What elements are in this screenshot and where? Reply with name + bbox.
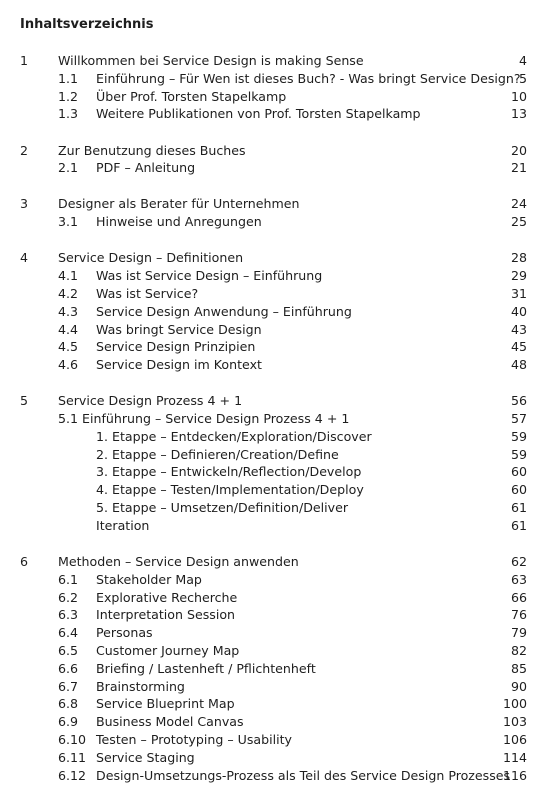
section-number: 6.4 [58, 625, 79, 641]
page-number: 60 [510, 482, 527, 498]
page-number: 43 [510, 321, 527, 337]
section-entry[interactable] [0, 285, 551, 303]
chapter-entry[interactable] [0, 195, 551, 213]
section-title: Interpretation Session [96, 607, 236, 623]
page-number: 85 [510, 660, 527, 676]
subsection-title: 3. Etappe – Entwickeln/Reflection/Develop [96, 464, 362, 480]
section-title: Service Design Anwendung – Einführung [96, 303, 352, 319]
page-number: 45 [510, 339, 527, 355]
subsection-title: 2. Etappe – Definieren/Creation/Define [96, 446, 339, 462]
page-number: 103 [502, 714, 527, 730]
section-title: Design-Umsetzungs-Prozess als Teil des Service Design Prozesses [96, 767, 511, 783]
subsection-entry[interactable] [0, 499, 551, 517]
page-number: 48 [510, 357, 527, 373]
page-number: 13 [510, 106, 527, 122]
subsection-entry[interactable] [0, 428, 551, 446]
section-entry[interactable] [0, 678, 551, 696]
page-number: 59 [510, 428, 527, 444]
section-title: PDF – Anleitung [96, 160, 196, 176]
page-number: 62 [510, 553, 527, 569]
section-title: Was bringt Service Design [96, 321, 262, 337]
chapter-number: 2 [20, 142, 29, 158]
section-number: 6.5 [58, 642, 79, 658]
subsection-entry[interactable] [0, 481, 551, 499]
section-number: 4.2 [58, 285, 79, 301]
section-entry[interactable] [0, 642, 551, 660]
section-number: 6.12 [58, 767, 87, 783]
chapter-title: Designer als Berater für Unternehmen [58, 196, 300, 212]
section-entry[interactable] [0, 695, 551, 713]
section-entry[interactable] [0, 731, 551, 749]
section-title: Service Design Prinzipien [96, 339, 256, 355]
section-number: 6.11 [58, 749, 87, 765]
page-number: 5 [518, 70, 527, 86]
section-title: Über Prof. Torsten Stapelkamp [96, 88, 287, 104]
page-number: 63 [510, 571, 527, 587]
section-number: 2.1 [58, 160, 79, 176]
page-number: 66 [510, 589, 527, 605]
section-title: Personas [96, 625, 153, 641]
section-number: 1.1 [58, 70, 79, 86]
page-number: 31 [510, 285, 527, 301]
chapter-number: 4 [20, 250, 29, 266]
section-title: Service Staging [96, 749, 195, 765]
section-entry[interactable] [0, 589, 551, 607]
chapter-number: 5 [20, 393, 29, 409]
section-title: Weitere Publikationen von Prof. Torsten Stapelkamp [96, 106, 421, 122]
section-number: 1.2 [58, 88, 79, 104]
chapter-number: 6 [20, 553, 29, 569]
section-entry[interactable] [0, 303, 551, 321]
chapter-entry[interactable] [0, 52, 551, 70]
section-number: 6.3 [58, 607, 79, 623]
section-number: 6.1 [58, 571, 79, 587]
section-entry[interactable] [0, 321, 551, 339]
section-number: 4.4 [58, 321, 79, 337]
section-entry[interactable] [0, 410, 551, 428]
section-entry[interactable] [0, 713, 551, 731]
chapter-entry[interactable] [0, 392, 551, 410]
section-title: 5.1 Einführung – Service Design Prozess 4 + 1 [58, 411, 350, 426]
section-number: 4.6 [58, 357, 79, 373]
section-number: 6.7 [58, 678, 79, 694]
page-number: 60 [510, 464, 527, 480]
section-number: 3.1 [58, 214, 79, 230]
section-entry[interactable] [0, 213, 551, 231]
section-title: Testen – Prototyping – Usability [96, 731, 292, 747]
section-entry[interactable] [0, 571, 551, 589]
section-entry[interactable] [0, 767, 551, 785]
page-number: 61 [510, 500, 527, 515]
chapter-entry[interactable] [0, 249, 551, 267]
page-number: 76 [510, 607, 527, 623]
section-title: Business Model Canvas [96, 714, 244, 730]
subsection-entry[interactable] [0, 517, 551, 535]
section-title: Briefing / Lastenheft / Pflichtenheft [96, 660, 316, 676]
page-number: 82 [510, 642, 527, 658]
section-entry[interactable] [0, 749, 551, 767]
chapter-title: Service Design Prozess 4 + 1 [58, 393, 243, 409]
section-entry[interactable] [0, 624, 551, 642]
chapter-title: Service Design – Definitionen [58, 250, 244, 266]
section-title: Einführung – Für Wen ist dieses Buch? - Was bringt Service Design? [96, 70, 521, 86]
chapter-number: 3 [20, 196, 29, 212]
section-entry[interactable] [0, 70, 551, 88]
page-number: 29 [510, 268, 527, 284]
subsection-entry[interactable] [0, 463, 551, 481]
page-number: 20 [510, 142, 527, 158]
page-number: 24 [510, 196, 527, 212]
page-number: 61 [510, 517, 527, 533]
section-title: Explorative Recherche [96, 589, 238, 605]
section-number: 6.2 [58, 589, 79, 605]
chapter-title: Willkommen bei Service Design is making Sense [58, 53, 364, 68]
page-number: 116 [502, 767, 527, 783]
chapter-entry[interactable] [0, 553, 551, 571]
section-title: Hinweise und Anregungen [96, 214, 262, 230]
section-number: 6.10 [58, 731, 87, 747]
section-title: Service Design im Kontext [96, 357, 262, 373]
page-number: 114 [502, 749, 527, 765]
page-number: 57 [510, 411, 527, 426]
section-title: Was ist Service Design – Einführung [96, 268, 323, 284]
section-title: Service Blueprint Map [96, 696, 235, 712]
subsection-title: 5. Etappe – Umsetzen/Definition/Deliver [96, 500, 349, 515]
page-number: 28 [510, 250, 527, 266]
section-number: 4.3 [58, 303, 79, 319]
section-number: 6.9 [58, 714, 79, 730]
page-number: 56 [510, 393, 527, 409]
subsection-title: Iteration [96, 517, 150, 533]
section-entry[interactable] [0, 338, 551, 356]
page-number: 40 [510, 303, 527, 319]
page-number: 59 [510, 446, 527, 462]
section-entry[interactable] [0, 88, 551, 106]
subsection-title: 4. Etappe – Testen/Implementation/Deploy [96, 482, 364, 498]
chapter-title: Zur Benutzung dieses Buches [58, 142, 246, 158]
subsection-title: 1. Etappe – Entdecken/Exploration/Discover [96, 428, 372, 444]
section-number: 6.8 [58, 696, 79, 712]
section-title: Customer Journey Map [96, 642, 240, 658]
section-number: 6.6 [58, 660, 79, 676]
page-number: 25 [510, 214, 527, 230]
page-number: 79 [510, 625, 527, 641]
section-number: 1.3 [58, 106, 79, 122]
page-number: 90 [510, 678, 527, 694]
toc-title: Inhaltsverzeichnis [20, 17, 154, 32]
chapter-title: Methoden – Service Design anwenden [58, 553, 299, 569]
page-number: 106 [502, 731, 527, 747]
section-entry[interactable] [0, 660, 551, 678]
section-entry[interactable] [0, 356, 551, 374]
chapter-number: 1 [20, 53, 29, 68]
section-number: 4.5 [58, 339, 79, 355]
page-number: 21 [510, 160, 527, 176]
subsection-entry[interactable] [0, 446, 551, 464]
section-entry[interactable] [0, 606, 551, 624]
section-entry[interactable] [0, 267, 551, 285]
section-entry[interactable] [0, 105, 551, 123]
chapter-entry[interactable] [0, 142, 551, 160]
page-number: 4 [518, 53, 527, 68]
section-entry[interactable] [0, 159, 551, 177]
section-title: Was ist Service? [96, 285, 199, 301]
page-number: 100 [502, 696, 527, 712]
section-title: Brainstorming [96, 678, 185, 694]
section-title: Stakeholder Map [96, 571, 202, 587]
page-number: 10 [510, 88, 527, 104]
section-number: 4.1 [58, 268, 79, 284]
